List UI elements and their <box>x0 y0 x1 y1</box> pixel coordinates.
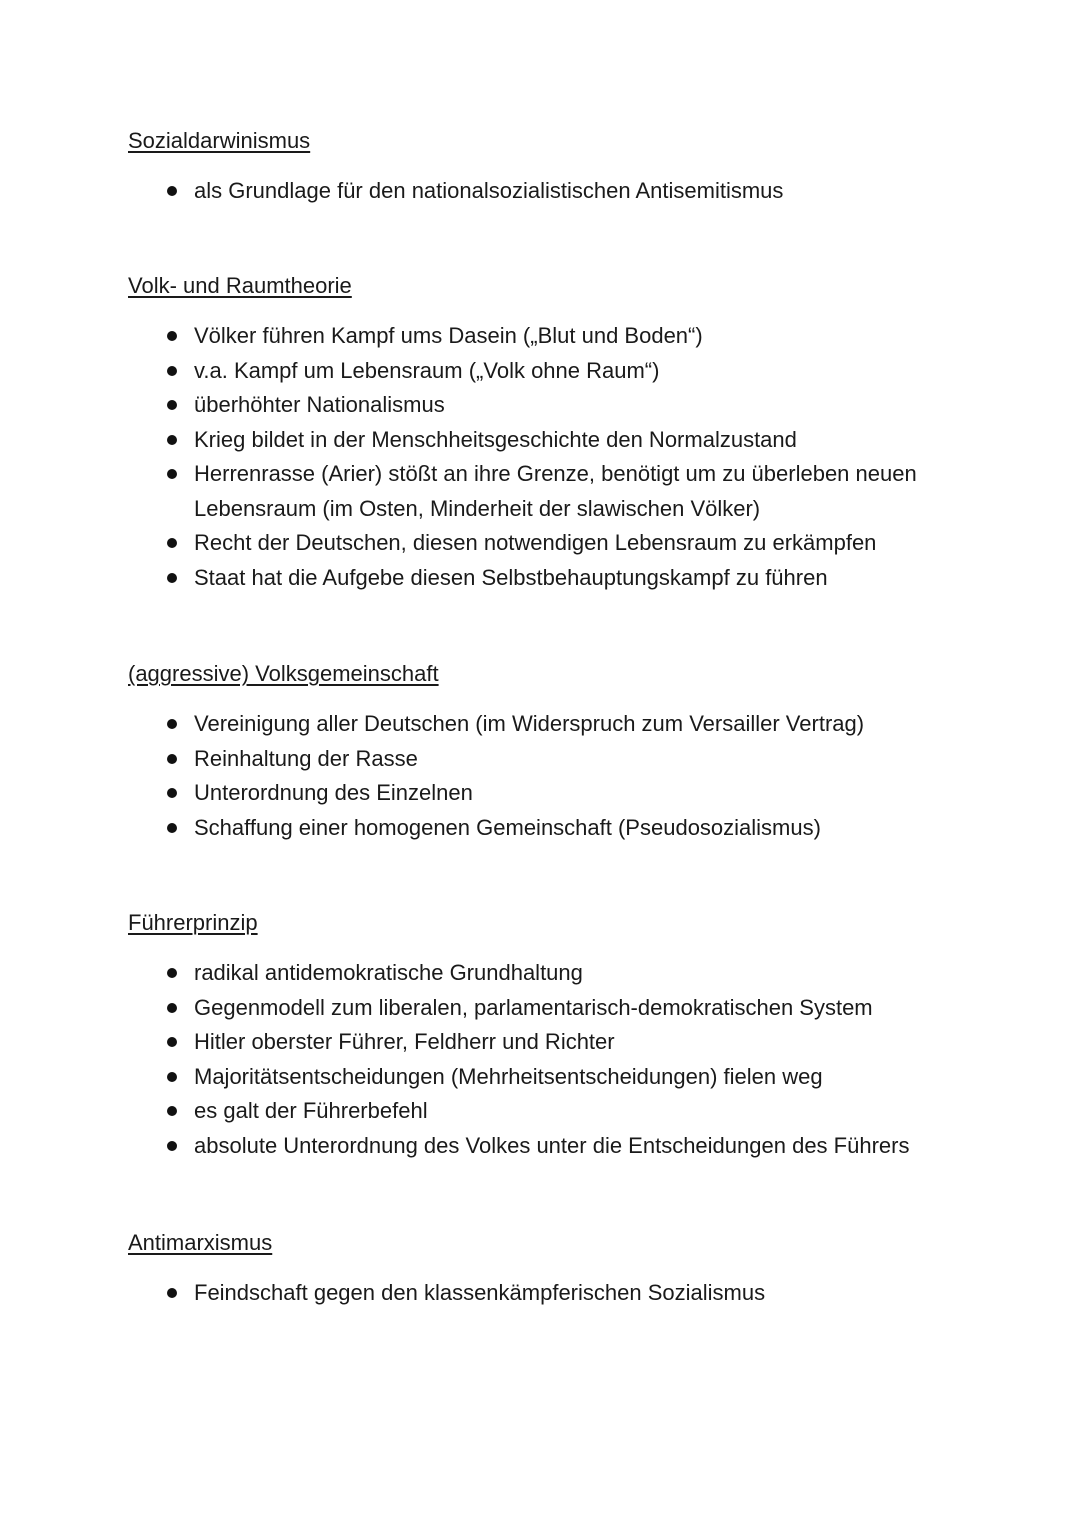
section-sozialdarwinismus <box>128 126 988 209</box>
bullet-icon <box>167 331 177 341</box>
list-item <box>128 1276 988 1311</box>
list-item <box>128 354 988 389</box>
list-item-text: Hitler oberster Führer, Feldherr und Richter <box>194 1029 615 1054</box>
bullet-icon <box>167 1037 177 1047</box>
section-volksgemeinschaft <box>128 659 988 845</box>
bullet-icon <box>167 400 177 410</box>
list-item <box>128 561 988 596</box>
list-item <box>128 457 988 526</box>
bullet-list <box>128 174 988 209</box>
list-item-text: Recht der Deutschen, diesen notwendigen Lebensraum zu erkämpfen <box>194 530 877 555</box>
list-item <box>128 991 988 1026</box>
section-heading: (aggressive) Volksgemeinschaft <box>128 661 439 686</box>
list-item-text: Staat hat die Aufgebe diesen Selbstbehauptungskampf zu führen <box>194 564 828 590</box>
bullet-icon <box>167 754 177 764</box>
list-item <box>128 1094 988 1129</box>
list-item <box>128 1025 988 1060</box>
list-item <box>128 526 988 561</box>
list-item-text: Unterordnung des Einzelnen <box>194 780 473 805</box>
list-item-text: Gegenmodell zum liberalen, parlamentarisch-demokratischen System <box>194 994 873 1020</box>
bullet-list <box>128 956 988 1163</box>
list-item-text: überhöhter Nationalismus <box>194 392 445 417</box>
list-item <box>128 956 988 991</box>
bullet-list <box>128 319 988 595</box>
list-item <box>128 811 988 846</box>
list-item <box>128 707 988 742</box>
bullet-icon <box>167 538 177 548</box>
section-heading: Antimarxismus <box>128 1230 273 1255</box>
list-item <box>128 776 988 811</box>
bullet-icon <box>167 1106 177 1116</box>
list-item <box>128 319 988 354</box>
list-item-text: Vereinigung aller Deutschen (im Widerspruch zum Versailler Vertrag) <box>194 711 865 736</box>
list-item <box>128 174 988 209</box>
bullet-icon <box>167 968 177 978</box>
bullet-list <box>128 707 988 845</box>
bullet-icon <box>167 435 177 445</box>
bullet-icon <box>167 366 177 376</box>
bullet-icon <box>167 823 177 833</box>
bullet-icon <box>167 1288 177 1298</box>
bullet-icon <box>167 1003 177 1013</box>
list-item-text: absolute Unterordnung des Volkes unter die Entscheidungen des Führers <box>194 1132 910 1158</box>
bullet-icon <box>167 1072 177 1082</box>
list-item-text: Völker führen Kampf ums Dasein („Blut und Boden“) <box>194 323 703 348</box>
bullet-icon <box>167 186 177 196</box>
list-item-text: Krieg bildet in der Menschheitsgeschichte den Normalzustand <box>194 426 797 452</box>
list-item <box>128 388 988 423</box>
list-item <box>128 742 988 777</box>
list-item <box>128 1060 988 1095</box>
section-fuehrerprinzip <box>128 908 988 1163</box>
list-item <box>128 1129 988 1164</box>
list-item-text: v.a. Kampf um Lebensraum („Volk ohne Raum“) <box>194 357 660 383</box>
list-item-text: als Grundlage für den nationalsozialistischen Antisemitismus <box>194 178 784 203</box>
list-item-text: es galt der Führerbefehl <box>194 1098 428 1123</box>
list-item-text: Herrenrasse (Arier) stößt an ihre Grenze, benötigt um zu überleben neuen Lebensraum (im Osten, Minderheit der slawischen Völker) <box>194 461 917 521</box>
list-item-text: Schaffung einer homogenen Gemeinschaft (Pseudosozialismus) <box>194 814 821 840</box>
section-heading: Volk- und Raumtheorie <box>128 273 352 298</box>
list-item-text: radikal antidemokratische Grundhaltung <box>194 960 583 985</box>
bullet-icon <box>167 573 177 583</box>
list-item-text: Majoritätsentscheidungen (Mehrheitsentscheidungen) fielen weg <box>194 1063 823 1089</box>
bullet-list <box>128 1276 988 1311</box>
list-item-text: Reinhaltung der Rasse <box>194 745 418 771</box>
section-volk-und-raumtheorie <box>128 271 988 595</box>
list-item <box>128 423 988 458</box>
list-item-text: Feindschaft gegen den klassenkämpferischen Sozialismus <box>194 1280 766 1305</box>
bullet-icon <box>167 1141 177 1151</box>
bullet-icon <box>167 788 177 798</box>
bullet-icon <box>167 719 177 729</box>
bullet-icon <box>167 469 177 479</box>
section-heading: Führerprinzip <box>128 910 258 935</box>
section-heading: Sozialdarwinismus <box>128 128 311 153</box>
section-antimarxismus <box>128 1228 988 1311</box>
